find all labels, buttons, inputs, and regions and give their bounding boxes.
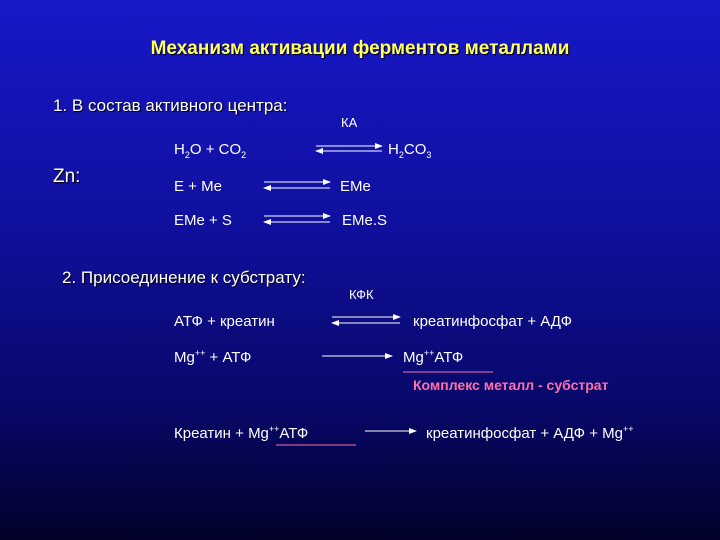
equation-creatine-left: АТФ + креатин	[174, 313, 275, 330]
equation-final-right: креатинфосфат + АДФ + Mg++	[426, 424, 634, 442]
reversible-arrow-creatine	[332, 317, 400, 323]
catalyst-label-kfk: КФК	[349, 287, 374, 302]
reversible-arrow-substrate-binding	[264, 216, 330, 222]
reversible-arrow-enzyme-metal	[264, 182, 330, 188]
equation-mg-atp-left: Mg++ + АТФ	[174, 348, 252, 366]
complex-label: Комплекс металл - субстрат	[413, 377, 609, 393]
equation-enzyme-metal-left: E + Me	[174, 178, 222, 195]
metal-label-zn: Zn:	[53, 166, 81, 187]
equation-final-left: Креатин + Mg++АТФ	[174, 424, 309, 442]
equation-substrate-binding-left: EMe + S	[174, 212, 232, 229]
equation-substrate-binding-right: EMe.S	[342, 212, 388, 229]
equation-creatine-right: креатинфосфат + АДФ	[413, 313, 573, 330]
equation-enzyme-metal-right: EMe	[340, 178, 371, 195]
slide-title: Механизм активации ферментов металлами	[150, 38, 570, 59]
equation-hydration-right: $H_2CO_3$	[388, 141, 432, 160]
catalyst-label-ka: КА	[341, 115, 358, 130]
equation-hydration-left: $H_2O + CO_2$	[174, 141, 247, 160]
section2-heading: 2. Присоединение к субстрату:	[62, 268, 306, 287]
section1-heading: 1. В состав активного центра:	[53, 96, 288, 115]
equation-mg-atp-right: Mg++АТФ	[403, 348, 464, 366]
reversible-arrow-hydration	[316, 146, 382, 151]
